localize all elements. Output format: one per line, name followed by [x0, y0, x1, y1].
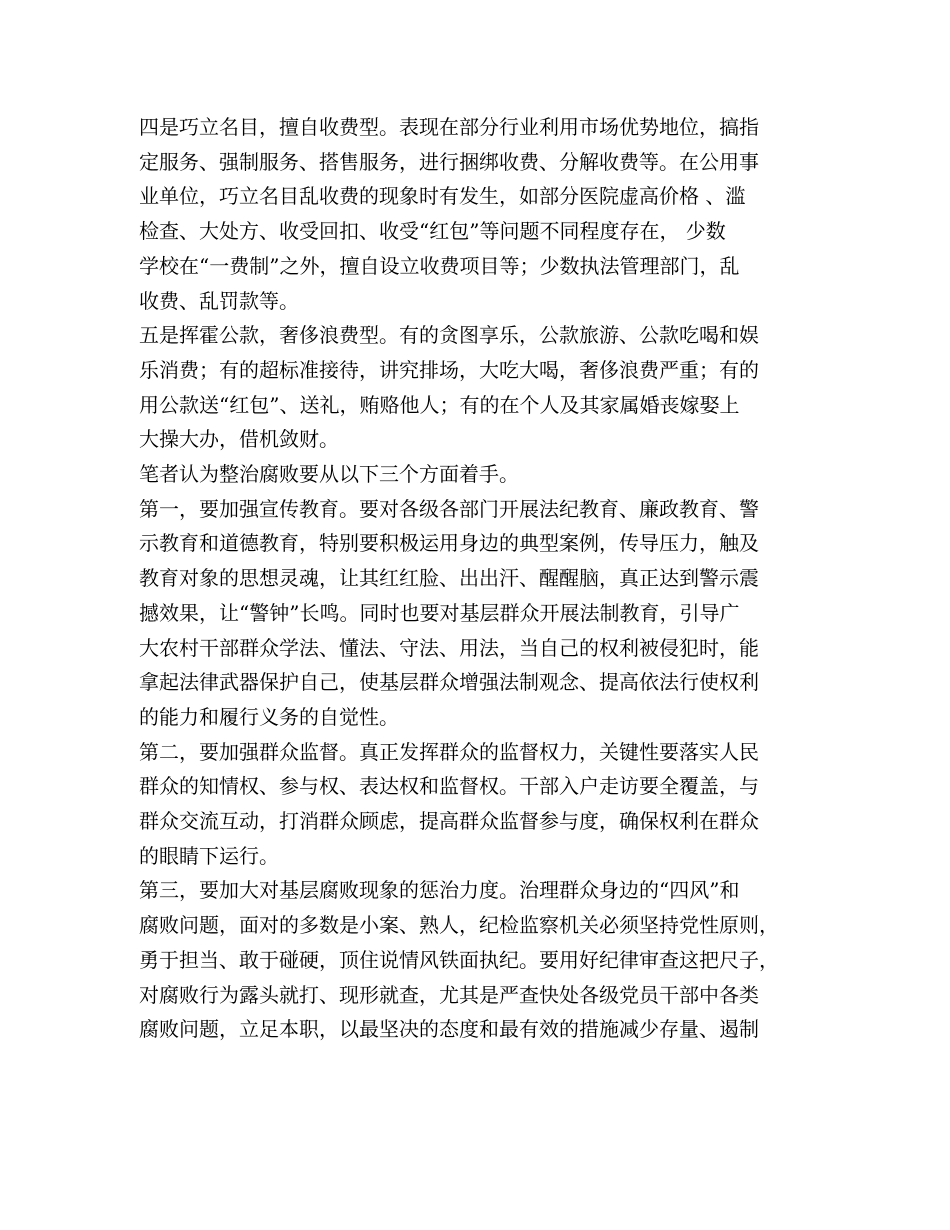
paragraph-measure-three	[139, 873, 819, 1047]
text-line: 收费、乱罚款等。	[139, 288, 299, 313]
text-line: 示教育和道德教育，特别要积极运用身边的典型案例，传导压力，触及	[139, 531, 759, 556]
text-line: 定服务、强制服务、搭售服务，进行捆绑收费、分解收费等。在公用事	[139, 149, 759, 174]
text-line: 四是巧立名目，擅自收费型。表现在部分行业利用市场优势地位，搞指	[139, 115, 759, 139]
text-line: 的能力和履行义务的自觉性。	[139, 704, 399, 729]
text-line: 腐败问题，立足本职，以最坚决的态度和最有效的措施减少存量、遏制	[139, 1017, 759, 1042]
text-line: 腐败问题，面对的多数是小案、熟人，纪检监察机关必须坚持党性原则，	[139, 913, 779, 938]
paragraph-type-five	[139, 318, 819, 457]
text-line: 的眼睛下运行。	[139, 843, 279, 868]
text-line: 群众交流互动，打消群众顾虑，提高群众监督参与度，确保权利在群众	[139, 809, 759, 834]
text-line: 笔者认为整治腐败要从以下三个方面着手。	[139, 462, 519, 487]
paragraph-intro-measures	[139, 457, 819, 492]
text-line: 勇于担当、敢于碰硬，顶住说情风铁面执纪。要用好纪律审查这把尺子，	[139, 947, 779, 972]
text-line: 乐消费；有的超标准接待，讲究排场，大吃大喝，奢侈浪费严重；有的	[139, 357, 759, 382]
paragraph-measure-one	[139, 492, 819, 735]
text-line: 五是挥霍公款，奢侈浪费型。有的贪图享乐，公款旅游、公款吃喝和娱	[139, 323, 759, 348]
text-line: 拿起法律武器保护自己，使基层群众增强法制观念、提高依法行使权利	[139, 670, 759, 695]
text-line: 大农村干部群众学法、懂法、守法、用法，当自己的权利被侵犯时，能	[139, 635, 759, 660]
document-body	[139, 110, 819, 1047]
text-line: 学校在“一费制”之外，擅自设立收费项目等；少数执法管理部门，乱	[139, 253, 740, 278]
text-line: 第三，要加大对基层腐败现象的惩治力度。治理群众身边的“四风”和	[139, 878, 740, 903]
text-line: 检查、大处方、收受回扣、收受“红包”等问题不同程度存在， 少数	[139, 219, 726, 244]
paragraph-measure-two	[139, 735, 819, 874]
text-line: 群众的知情权、参与权、表达权和监督权。干部入户走访要全覆盖，与	[139, 774, 759, 799]
paragraph-type-four	[139, 110, 819, 318]
text-line: 撼效果，让“警钟”长鸣。同时也要对基层群众开展法制教育，引导广	[139, 600, 740, 625]
text-line: 用公款送“红包”、送礼，贿赂他人；有的在个人及其家属婚丧嫁娶上	[139, 392, 740, 417]
text-line: 对腐败行为露头就打、现形就查，尤其是严查快处各级党员干部中各类	[139, 982, 759, 1007]
text-line: 业单位，巧立名目乱收费的现象时有发生，如部分医院虚高价格 、滥	[139, 184, 746, 209]
text-line: 教育对象的思想灵魂，让其红红脸、出出汗、醒醒脑，真正达到警示震	[139, 566, 759, 591]
text-line: 第一，要加强宣传教育。要对各级各部门开展法纪教育、廉政教育、警	[139, 496, 759, 521]
text-line: 大操大办，借机敛财。	[139, 427, 339, 452]
text-line: 第二，要加强群众监督。真正发挥群众的监督权力，关键性要落实人民	[139, 739, 759, 764]
